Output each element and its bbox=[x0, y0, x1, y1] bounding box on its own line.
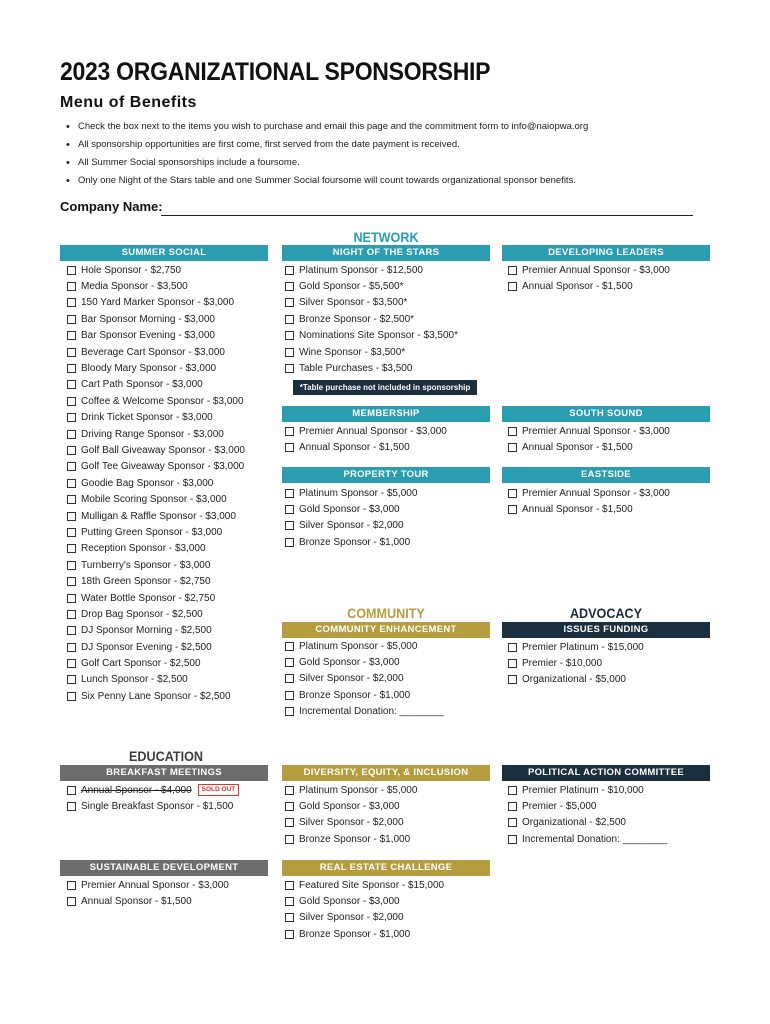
checkbox[interactable] bbox=[67, 577, 76, 586]
sold-out-item-label: Annual Sponsor - $4,000 bbox=[81, 784, 192, 796]
instruction-item: • All Summer Social sponsorships include a foursome. bbox=[66, 154, 588, 172]
sponsorship-option[interactable] bbox=[508, 798, 667, 814]
property-tour-list bbox=[285, 485, 417, 551]
option-label: Premier Annual Sponsor - $3,000 bbox=[522, 264, 670, 276]
checkbox[interactable] bbox=[67, 348, 76, 357]
checkbox[interactable] bbox=[67, 659, 76, 668]
sponsorship-option[interactable] bbox=[508, 815, 667, 831]
checkbox[interactable] bbox=[285, 913, 294, 922]
option-label: Gold Sponsor - $3,000 bbox=[299, 801, 400, 813]
sponsorship-option[interactable] bbox=[285, 278, 458, 294]
sponsorship-option[interactable] bbox=[508, 672, 644, 688]
checkbox[interactable] bbox=[67, 364, 76, 373]
sponsorship-option[interactable] bbox=[285, 815, 417, 831]
south-sound-header: SOUTH SOUND bbox=[502, 406, 710, 422]
option-label: Mobile Scoring Sponsor - $3,000 bbox=[81, 494, 227, 506]
sponsorship-option[interactable] bbox=[67, 344, 245, 360]
sponsorship-option[interactable] bbox=[285, 423, 447, 439]
option-label: Golf Ball Giveaway Sponsor - $3,000 bbox=[81, 444, 245, 456]
community-enhancement-header: COMMUNITY ENHANCEMENT bbox=[282, 622, 490, 638]
sponsorship-option[interactable] bbox=[285, 893, 444, 909]
option-label: Premier - $5,000 bbox=[522, 801, 597, 813]
instruction-item: • Check the box next to the items you wish to purchase and email this page and the commitment form to info@naiopwa.org bbox=[66, 118, 588, 136]
sponsorship-option[interactable] bbox=[285, 687, 444, 703]
option-label: Water Bottle Sponsor - $2,750 bbox=[81, 592, 216, 604]
option-label: Bronze Sponsor - $1,000 bbox=[299, 928, 411, 940]
page-title: 2023 ORGANIZATIONAL SPONSORSHIP bbox=[60, 58, 491, 86]
sponsorship-option[interactable] bbox=[285, 295, 458, 311]
option-label: DJ Sponsor Evening - $2,500 bbox=[81, 641, 212, 653]
sponsorship-option[interactable] bbox=[285, 638, 444, 654]
option-label: Bloody Mary Sponsor - $3,000 bbox=[81, 363, 217, 375]
advocacy-heading: ADVOCACY bbox=[569, 605, 643, 621]
sponsorship-option[interactable] bbox=[508, 639, 644, 655]
checkbox[interactable] bbox=[67, 594, 76, 603]
option-label: Bronze Sponsor - $1,000 bbox=[299, 689, 411, 701]
sponsorship-option[interactable] bbox=[508, 262, 670, 278]
sustainable-development-header: SUSTAINABLE DEVELOPMENT bbox=[60, 860, 268, 876]
sponsorship-option[interactable] bbox=[508, 423, 670, 439]
option-label: Annual Sponsor - $1,500 bbox=[522, 281, 633, 293]
option-label: Bronze Sponsor - $1,000 bbox=[299, 536, 411, 548]
sponsorship-option[interactable] bbox=[67, 573, 245, 589]
option-label: Premier Annual Sponsor - $3,000 bbox=[522, 487, 670, 499]
checkbox[interactable] bbox=[67, 479, 76, 488]
sponsorship-option[interactable] bbox=[67, 459, 245, 475]
option-label: 150 Yard Marker Sponsor - $3,000 bbox=[81, 297, 235, 309]
option-label: Mulligan & Raffle Sponsor - $3,000 bbox=[81, 510, 236, 522]
sponsorship-option[interactable] bbox=[67, 360, 245, 376]
option-label: Annual Sponsor - $1,500 bbox=[81, 896, 192, 908]
checkbox[interactable] bbox=[508, 659, 517, 668]
breakfast-meetings-header: BREAKFAST MEETINGS bbox=[60, 765, 268, 781]
checkbox[interactable] bbox=[67, 331, 76, 340]
sustainable-development-list bbox=[67, 877, 229, 910]
option-label: Silver Sponsor - $2,000 bbox=[299, 817, 404, 829]
summer-social-list bbox=[67, 262, 245, 705]
checkbox[interactable] bbox=[285, 298, 294, 307]
checkbox[interactable] bbox=[285, 897, 294, 906]
issues-funding-list bbox=[508, 639, 644, 688]
sponsorship-option[interactable] bbox=[285, 798, 417, 814]
option-label: Premier Annual Sponsor - $3,000 bbox=[299, 425, 447, 437]
table-purchase-note: *Table purchase not included in sponsorship bbox=[293, 380, 477, 395]
summer-social-header: SUMMER SOCIAL bbox=[60, 245, 268, 261]
checkbox[interactable] bbox=[508, 675, 517, 684]
sponsorship-option[interactable] bbox=[67, 426, 245, 442]
checkbox[interactable] bbox=[67, 380, 76, 389]
sponsorship-option[interactable] bbox=[67, 606, 245, 622]
option-label: Turnberry's Sponsor - $3,000 bbox=[81, 559, 211, 571]
option-label: Platinum Sponsor - $12,500 bbox=[299, 264, 423, 276]
checkbox[interactable] bbox=[67, 462, 76, 471]
checkbox[interactable] bbox=[285, 427, 294, 436]
option-label: Hole Sponsor - $2,750 bbox=[81, 264, 182, 276]
checkbox[interactable] bbox=[285, 658, 294, 667]
checkbox[interactable] bbox=[285, 489, 294, 498]
sponsorship-option[interactable] bbox=[285, 704, 444, 720]
sponsorship-option[interactable] bbox=[508, 831, 667, 847]
option-label: Putting Green Sponsor - $3,000 bbox=[81, 526, 223, 538]
checkbox[interactable] bbox=[67, 881, 76, 890]
sponsorship-option[interactable] bbox=[508, 485, 670, 501]
sponsorship-option[interactable] bbox=[67, 278, 245, 294]
sponsorship-option[interactable] bbox=[67, 508, 245, 524]
option-label: Golf Tee Giveaway Sponsor - $3,000 bbox=[81, 461, 245, 473]
checkbox[interactable] bbox=[508, 427, 517, 436]
checkbox[interactable] bbox=[508, 489, 517, 498]
checkbox[interactable] bbox=[508, 282, 517, 291]
night-of-the-stars-header: NIGHT OF THE STARS bbox=[282, 245, 490, 261]
sponsorship-option[interactable] bbox=[285, 344, 458, 360]
checkbox[interactable] bbox=[67, 413, 76, 422]
community-enhancement-list bbox=[285, 638, 444, 720]
checkbox[interactable] bbox=[285, 331, 294, 340]
sponsorship-option[interactable] bbox=[285, 654, 444, 670]
dei-list bbox=[285, 782, 417, 848]
option-label: Incremental Donation: ________ bbox=[522, 833, 668, 845]
sponsorship-option[interactable] bbox=[285, 671, 444, 687]
option-label: Platinum Sponsor - $5,000 bbox=[299, 487, 418, 499]
option-label: Premier Annual Sponsor - $3,000 bbox=[81, 879, 229, 891]
option-label: Driving Range Sponsor - $3,000 bbox=[81, 428, 224, 440]
real-estate-challenge-list bbox=[285, 877, 444, 943]
option-label: Golf Cart Sponsor - $2,500 bbox=[81, 658, 201, 670]
checkbox[interactable] bbox=[67, 610, 76, 619]
sponsorship-option[interactable] bbox=[67, 475, 245, 491]
option-label: Cart Path Sponsor - $3,000 bbox=[81, 379, 203, 391]
sponsorship-option[interactable] bbox=[67, 639, 245, 655]
option-label: Silver Sponsor - $3,500* bbox=[299, 297, 408, 309]
checkbox[interactable] bbox=[285, 521, 294, 530]
checkbox[interactable] bbox=[508, 786, 517, 795]
sponsorship-option[interactable] bbox=[67, 328, 245, 344]
sponsorship-option[interactable] bbox=[285, 518, 417, 534]
option-label: DJ Sponsor Morning - $2,500 bbox=[81, 625, 212, 637]
option-label: Lunch Sponsor - $2,500 bbox=[81, 674, 188, 686]
option-label: Gold Sponsor - $3,000 bbox=[299, 657, 400, 669]
checkbox[interactable] bbox=[285, 538, 294, 547]
option-label: Platinum Sponsor - $5,000 bbox=[299, 784, 418, 796]
sponsorship-option[interactable] bbox=[285, 877, 444, 893]
sold-out-item bbox=[67, 782, 239, 798]
sponsorship-option[interactable] bbox=[67, 491, 245, 507]
checkbox[interactable] bbox=[67, 266, 76, 275]
option-label: Premier Platinum - $10,000 bbox=[522, 784, 644, 796]
instruction-item: • All sponsorship opportunities are first come, first served from the date payment is received. bbox=[66, 136, 588, 154]
checkbox[interactable] bbox=[285, 266, 294, 275]
sponsorship-option[interactable] bbox=[67, 623, 245, 639]
checkbox[interactable] bbox=[67, 512, 76, 521]
sponsorship-option[interactable] bbox=[67, 655, 245, 671]
instruction-item: • Only one Night of the Stars table and one Summer Social foursome will count towards organizational sponsor benefits. bbox=[66, 172, 588, 190]
checkbox[interactable] bbox=[67, 675, 76, 684]
property-tour-header: PROPERTY TOUR bbox=[282, 467, 490, 483]
checkbox[interactable] bbox=[508, 835, 517, 844]
checkbox[interactable] bbox=[508, 266, 517, 275]
option-label: Premier Platinum - $15,000 bbox=[522, 641, 644, 653]
issues-funding-header: ISSUES FUNDING bbox=[502, 622, 710, 638]
checkbox[interactable] bbox=[67, 315, 76, 324]
option-label: Bronze Sponsor - $1,000 bbox=[299, 833, 411, 845]
checkbox[interactable] bbox=[285, 786, 294, 795]
option-label: Annual Sponsor - $1,500 bbox=[522, 504, 633, 516]
sponsorship-option[interactable] bbox=[67, 442, 245, 458]
checkbox[interactable] bbox=[67, 495, 76, 504]
sponsorship-option[interactable] bbox=[67, 262, 245, 278]
option-label: Featured Site Sponsor - $15,000 bbox=[299, 879, 445, 891]
option-label: Annual Sponsor - $1,500 bbox=[299, 442, 410, 454]
checkbox[interactable] bbox=[285, 674, 294, 683]
sponsorship-option[interactable] bbox=[285, 501, 417, 517]
checkbox[interactable] bbox=[67, 626, 76, 635]
option-label: Single Breakfast Sponsor - $1,500 bbox=[81, 801, 234, 813]
eastside-list bbox=[508, 485, 670, 518]
checkbox[interactable] bbox=[285, 835, 294, 844]
checkbox[interactable] bbox=[67, 643, 76, 652]
sponsorship-option[interactable] bbox=[508, 439, 670, 455]
community-heading: COMMUNITY bbox=[347, 605, 425, 621]
option-label: Gold Sponsor - $3,000 bbox=[299, 896, 400, 908]
checkbox[interactable] bbox=[285, 364, 294, 373]
option-label: Nominations Site Sponsor - $3,500* bbox=[299, 330, 458, 342]
checkbox[interactable] bbox=[508, 443, 517, 452]
checkbox[interactable] bbox=[285, 802, 294, 811]
sponsorship-option[interactable] bbox=[508, 501, 670, 517]
option-label: Coffee & Welcome Sponsor - $3,000 bbox=[81, 395, 244, 407]
sponsorship-option[interactable] bbox=[285, 782, 417, 798]
checkbox[interactable] bbox=[67, 544, 76, 553]
option-label: Gold Sponsor - $5,500* bbox=[299, 281, 404, 293]
education-heading: EDUCATION bbox=[129, 748, 203, 764]
option-label: Silver Sponsor - $2,000 bbox=[299, 520, 404, 532]
night-of-the-stars-list bbox=[285, 262, 458, 377]
checkbox[interactable] bbox=[67, 692, 76, 701]
sponsorship-option[interactable] bbox=[67, 877, 229, 893]
option-label: Organizational - $5,000 bbox=[522, 674, 626, 686]
checkbox[interactable] bbox=[67, 446, 76, 455]
sponsorship-option[interactable] bbox=[67, 688, 245, 704]
checkbox[interactable] bbox=[67, 802, 76, 811]
checkbox[interactable] bbox=[285, 505, 294, 514]
instructions-list bbox=[66, 118, 588, 190]
option-label: Beverage Cart Sponsor - $3,000 bbox=[81, 346, 225, 358]
sponsorship-option[interactable] bbox=[285, 910, 444, 926]
option-label: Goodie Bag Sponsor - $3,000 bbox=[81, 477, 214, 489]
option-label: Media Sponsor - $3,500 bbox=[81, 281, 188, 293]
checkbox[interactable] bbox=[508, 643, 517, 652]
company-name-field[interactable] bbox=[161, 215, 693, 216]
option-label: Table Purchases - $3,500 bbox=[299, 363, 413, 375]
sponsorship-option[interactable] bbox=[508, 278, 670, 294]
option-label: 18th Green Sponsor - $2,750 bbox=[81, 576, 211, 588]
sponsorship-option[interactable] bbox=[67, 295, 245, 311]
checkbox[interactable] bbox=[285, 443, 294, 452]
sponsorship-option[interactable] bbox=[285, 926, 444, 942]
sponsorship-option[interactable] bbox=[67, 799, 233, 815]
membership-header: MEMBERSHIP bbox=[282, 406, 490, 422]
sponsorship-option[interactable] bbox=[67, 557, 245, 573]
checkbox[interactable] bbox=[67, 786, 76, 795]
sponsorship-option[interactable] bbox=[67, 893, 229, 909]
option-label: Bar Sponsor Evening - $3,000 bbox=[81, 330, 215, 342]
checkbox[interactable] bbox=[67, 397, 76, 406]
sponsorship-option[interactable] bbox=[285, 831, 417, 847]
sponsorship-option[interactable] bbox=[67, 672, 245, 688]
sponsorship-option[interactable] bbox=[285, 262, 458, 278]
breakfast-meetings-extra-list bbox=[67, 799, 233, 815]
breakfast-meetings-list bbox=[67, 782, 239, 798]
real-estate-challenge-header: REAL ESTATE CHALLENGE bbox=[282, 860, 490, 876]
south-sound-list bbox=[508, 423, 670, 456]
sponsorship-option[interactable] bbox=[67, 393, 245, 409]
pac-list bbox=[508, 782, 667, 848]
checkbox[interactable] bbox=[67, 528, 76, 537]
checkbox[interactable] bbox=[285, 707, 294, 716]
sponsorship-option[interactable] bbox=[285, 534, 417, 550]
checkbox[interactable] bbox=[67, 897, 76, 906]
sponsorship-option[interactable] bbox=[67, 377, 245, 393]
option-label: Annual Sponsor - $1,500 bbox=[522, 442, 633, 454]
checkbox[interactable] bbox=[285, 881, 294, 890]
sponsorship-option[interactable] bbox=[67, 541, 245, 557]
checkbox[interactable] bbox=[285, 818, 294, 827]
checkbox[interactable] bbox=[508, 818, 517, 827]
checkbox[interactable] bbox=[285, 282, 294, 291]
eastside-header: EASTSIDE bbox=[502, 467, 710, 483]
checkbox[interactable] bbox=[508, 505, 517, 514]
company-name-label: Company Name: bbox=[60, 199, 163, 214]
sold-out-badge: SOLD OUT bbox=[198, 784, 240, 796]
dei-header: DIVERSITY, EQUITY, & INCLUSION bbox=[282, 765, 490, 781]
sponsorship-option[interactable] bbox=[285, 328, 458, 344]
sponsorship-option[interactable] bbox=[67, 410, 245, 426]
sponsorship-option[interactable] bbox=[67, 524, 245, 540]
sponsorship-option[interactable] bbox=[508, 782, 667, 798]
option-label: Six Penny Lane Sponsor - $2,500 bbox=[81, 690, 231, 702]
sponsorship-option[interactable] bbox=[285, 439, 447, 455]
option-label: Drop Bag Sponsor - $2,500 bbox=[81, 608, 203, 620]
checkbox[interactable] bbox=[285, 348, 294, 357]
checkbox[interactable] bbox=[285, 315, 294, 324]
sponsorship-option[interactable] bbox=[285, 485, 417, 501]
checkbox[interactable] bbox=[67, 430, 76, 439]
option-label: Bronze Sponsor - $2,500* bbox=[299, 313, 415, 325]
pac-header: POLITICAL ACTION COMMITTEE bbox=[502, 765, 710, 781]
option-label: Incremental Donation: ________ bbox=[299, 706, 445, 718]
option-label: Premier - $10,000 bbox=[522, 658, 603, 670]
option-label: Premier Annual Sponsor - $3,000 bbox=[522, 425, 670, 437]
option-label: Gold Sponsor - $3,000 bbox=[299, 504, 400, 516]
sponsorship-option[interactable] bbox=[285, 360, 458, 376]
option-label: Organizational - $2,500 bbox=[522, 817, 626, 829]
network-heading: NETWORK bbox=[353, 229, 419, 245]
checkbox[interactable] bbox=[67, 282, 76, 291]
option-label: Silver Sponsor - $2,000 bbox=[299, 673, 404, 685]
option-label: Platinum Sponsor - $5,000 bbox=[299, 640, 418, 652]
sponsorship-option[interactable] bbox=[508, 655, 644, 671]
checkbox[interactable] bbox=[508, 802, 517, 811]
page-subtitle: Menu of Benefits bbox=[60, 94, 197, 111]
option-label: Bar Sponsor Morning - $3,000 bbox=[81, 313, 215, 325]
option-label: Wine Sponsor - $3,500* bbox=[299, 346, 406, 358]
checkbox[interactable] bbox=[285, 691, 294, 700]
option-label: Drink Ticket Sponsor - $3,000 bbox=[81, 412, 213, 424]
sponsorship-option[interactable] bbox=[285, 311, 458, 327]
developing-leaders-list bbox=[508, 262, 670, 295]
option-label: Silver Sponsor - $2,000 bbox=[299, 912, 404, 924]
option-label: Reception Sponsor - $3,000 bbox=[81, 543, 206, 555]
sponsorship-option[interactable] bbox=[67, 311, 245, 327]
membership-list bbox=[285, 423, 447, 456]
checkbox[interactable] bbox=[67, 298, 76, 307]
checkbox[interactable] bbox=[285, 930, 294, 939]
sponsorship-option[interactable] bbox=[67, 590, 245, 606]
checkbox[interactable] bbox=[285, 642, 294, 651]
developing-leaders-header: DEVELOPING LEADERS bbox=[502, 245, 710, 261]
checkbox[interactable] bbox=[67, 561, 76, 570]
